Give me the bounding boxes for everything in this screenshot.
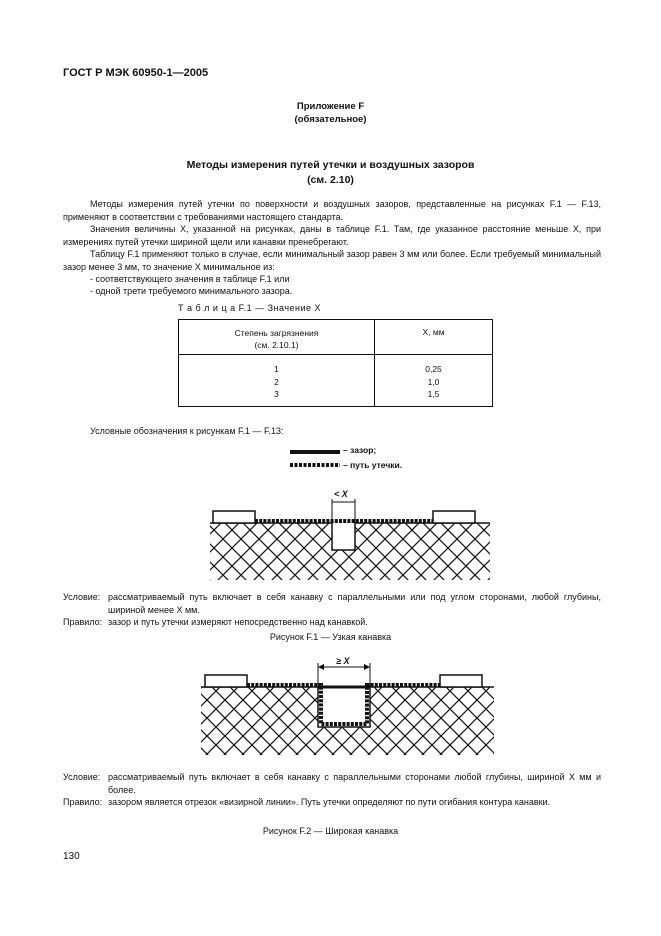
condition-label: Условие: — [63, 592, 101, 602]
figure-f1-drawing — [205, 485, 495, 585]
table-cell: 1,5 — [427, 389, 440, 399]
rule-label: Правило: — [63, 617, 103, 627]
substrate-hatch — [201, 687, 494, 755]
table-header-degree: Степень загрязнения (см. 2.10.1) — [179, 320, 375, 355]
figure-f2-caption: Рисунок F.2 — Широкая канавка — [262, 826, 399, 836]
substrate-hatch — [210, 523, 490, 580]
section-title — [0, 158, 661, 188]
table-cell: 1,0 — [427, 376, 440, 387]
left-conductor — [205, 675, 247, 687]
table-col-degree — [179, 355, 375, 407]
table-cell: 0,25 — [425, 364, 442, 374]
figure-f2-dimension: ≥ X — [336, 656, 350, 666]
table-cell: 3 — [274, 389, 279, 399]
gap-line-symbol — [290, 450, 340, 454]
table-col-x — [375, 355, 493, 407]
section-title-line2: (см. 2.10) — [307, 174, 354, 186]
right-conductor — [433, 511, 475, 523]
paragraph-3: Таблицу F.1 применяют только в случае, если минимальный зазор равен 3 мм или более. Если требуемый минимальный зазор менее 3 мм, то значение X минимальное из: — [63, 249, 601, 272]
rule-text: зазор и путь утечки измеряют непосредственно над канавкой. — [108, 617, 368, 627]
table-f1 — [178, 319, 493, 407]
page-number: 130 — [63, 851, 80, 862]
table-header-x: X, мм — [375, 320, 493, 355]
figure-f2-condition — [63, 771, 601, 796]
legend-symbols — [288, 444, 348, 474]
table-title: Т а б л и ц а F.1 — Значение X — [178, 303, 322, 313]
figure-f2-rule — [63, 796, 601, 821]
paragraph-2: Значения величины X, указанной на рисунках, даны в таблице F.1. Там, где указанное расстояние меньше X, при измерениях путей утечки шириной щели или канавки пренебрегают. — [63, 224, 601, 247]
rule-text: зазором является отрезок «визирной линии». Путь утечки определяют по пути огибания контура канавки. — [108, 797, 551, 807]
legend-gap-label: – зазор; — [343, 445, 377, 455]
right-conductor — [440, 675, 482, 687]
legend-path-label: – путь утечки. — [343, 460, 403, 470]
figure-f2-drawing — [198, 655, 498, 760]
figure-f1-rule — [63, 616, 601, 629]
appendix-label: Приложение F — [296, 101, 365, 112]
rule-label: Правило: — [63, 797, 103, 807]
dimension-arrow — [364, 664, 370, 670]
appendix-status: (обязательное) — [294, 114, 367, 125]
table-cell: 1 — [274, 364, 279, 374]
condition-text: рассматриваемый путь включает в себя канавку с параллельными сторонами любой глубины, шириной X мм и более. — [108, 772, 601, 795]
standard-header: ГОСТ Р МЭК 60950-1—2005 — [63, 67, 209, 79]
section-title-line1: Методы измерения путей утечки и воздушных зазоров — [186, 159, 475, 171]
figure-f1-condition — [63, 591, 601, 616]
figure-f1-dimension: < X — [334, 489, 348, 499]
figure-f1-caption: Рисунок F.1 — Узкая канавка — [269, 632, 392, 642]
appendix-heading — [0, 100, 661, 126]
legend-intro: Условные обозначения к рисункам F.1 — F.13: — [90, 426, 284, 436]
condition-text: рассматриваемый путь включает в себя канавку с параллельными или под углом сторонами, любой глубины, шириной менее X мм. — [108, 592, 601, 615]
paragraph-1: Методы измерения путей утечки по поверхности и воздушных зазоров, представленные на рисунках F.1 — F.13, применяют в соответствии с требованиями настоящего стандарта. — [63, 199, 601, 222]
dimension-arrow — [318, 664, 324, 670]
condition-label: Условие: — [63, 772, 101, 782]
list-item: - одной трети требуемого минимального зазора. — [90, 286, 293, 296]
table-cell: 2 — [274, 376, 279, 387]
left-conductor — [213, 511, 255, 523]
list-item: - соответствующего значения в таблице F.1 или — [90, 274, 290, 284]
